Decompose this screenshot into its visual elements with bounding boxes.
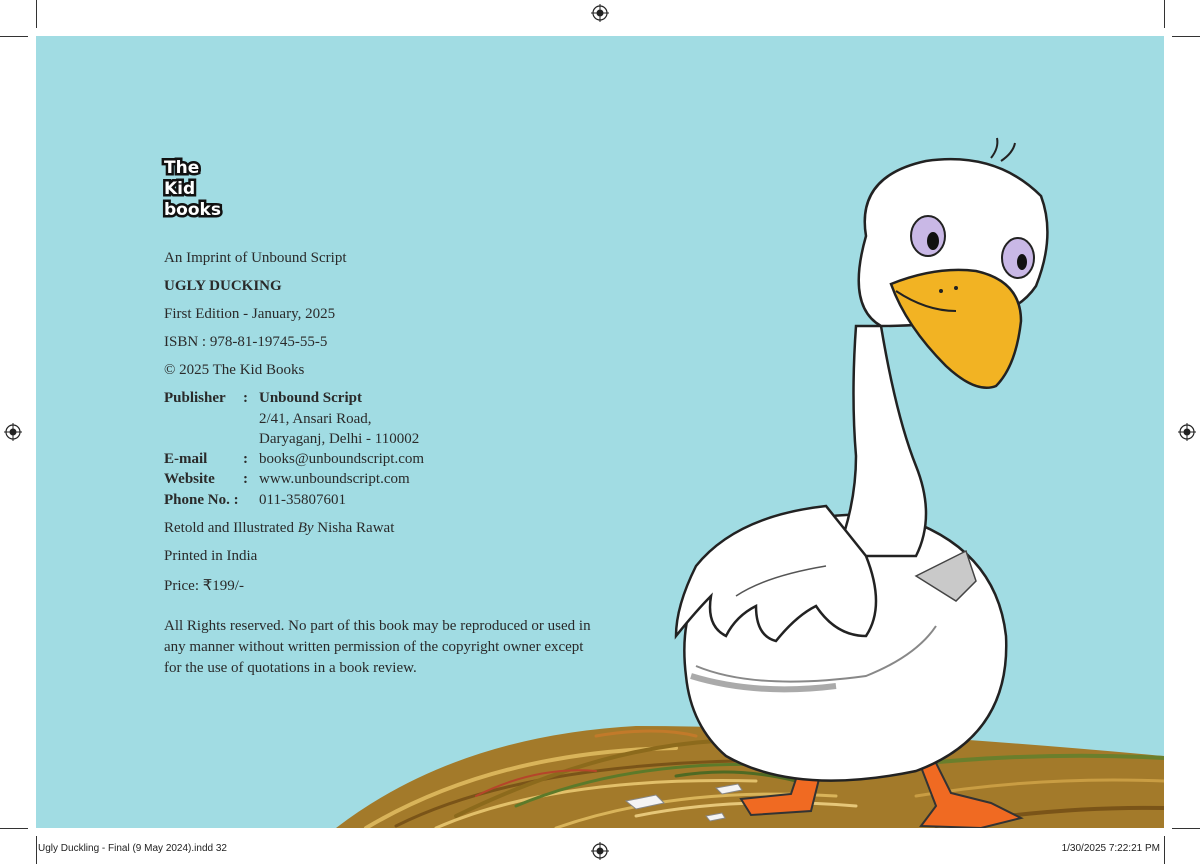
- separator-colon: :: [243, 390, 248, 406]
- crop-mark: [1164, 836, 1165, 864]
- website-label: Website: [164, 471, 215, 487]
- crop-mark: [1172, 828, 1200, 829]
- price-line: Price: ₹199/-: [164, 578, 244, 594]
- book-title: UGLY DUCKING: [164, 278, 282, 294]
- publisher-address: 2/41, Ansari Road,: [259, 411, 372, 427]
- isbn-line: ISBN : 978-81-19745-55-5: [164, 334, 328, 350]
- crop-mark: [0, 36, 28, 37]
- credits-by: By: [297, 520, 314, 536]
- phone-value: 011-35807601: [259, 492, 346, 508]
- publisher-address: Daryaganj, Delhi - 110002: [259, 431, 420, 447]
- credits-line: [164, 520, 394, 537]
- website-value[interactable]: www.unboundscript.com: [259, 471, 410, 487]
- credits-name: Nisha Rawat: [313, 520, 395, 536]
- separator-colon: :: [243, 471, 248, 487]
- slug-filename: Ugly Duckling - Final (9 May 2024).indd 32: [38, 843, 227, 854]
- registration-mark-icon: [591, 842, 609, 860]
- imprint-line: An Imprint of Unbound Script: [164, 250, 347, 266]
- crop-mark: [36, 836, 37, 864]
- registration-mark-icon: [591, 4, 609, 22]
- publisher-label: Publisher: [164, 390, 226, 406]
- registration-mark-icon: [4, 423, 22, 441]
- crop-mark: [1164, 0, 1165, 28]
- crop-mark: [36, 0, 37, 28]
- logo-line: Kid: [164, 179, 196, 199]
- registration-mark-icon: [1178, 423, 1196, 441]
- duckling-illustration: [36, 36, 1164, 828]
- copyright-page: [36, 36, 1164, 828]
- copyright-line: © 2025 The Kid Books: [164, 362, 305, 378]
- publisher-name: Unbound Script: [259, 390, 362, 406]
- edition-line: First Edition - January, 2025: [164, 306, 336, 322]
- separator-colon: :: [243, 451, 248, 467]
- crop-mark: [1172, 36, 1200, 37]
- credits-prefix: Retold and Illustrated: [164, 520, 298, 536]
- logo-line: books: [164, 200, 221, 220]
- email-value[interactable]: books@unboundscript.com: [259, 451, 425, 467]
- crop-mark: [0, 828, 28, 829]
- slug-datetime: 1/30/2025 7:22:21 PM: [1061, 843, 1160, 854]
- the-kid-books-logo: [164, 158, 221, 221]
- logo-line: The: [164, 158, 200, 178]
- printed-line: Printed in India: [164, 548, 258, 564]
- phone-label: Phone No. :: [164, 492, 239, 508]
- rights-notice: All Rights reserved. No part of this book may be reproduced or used in any manner without written permission of the copyright owner except for the use of quotations in a book review.: [164, 618, 591, 676]
- email-label: E-mail: [164, 451, 208, 467]
